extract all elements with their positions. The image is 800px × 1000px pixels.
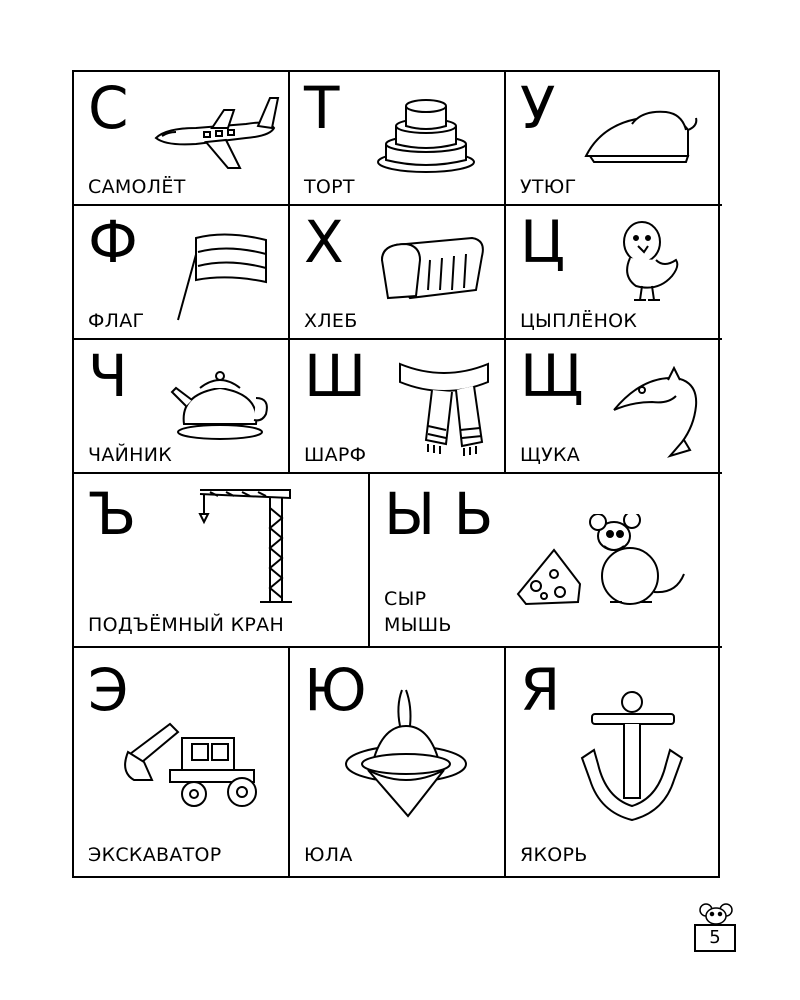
card-word: ТОРТ bbox=[304, 176, 355, 198]
flag-icon bbox=[172, 226, 272, 322]
cake-icon bbox=[374, 94, 478, 174]
card-word: СЫР bbox=[384, 588, 427, 610]
card-word: ФЛАГ bbox=[88, 310, 145, 332]
card-h bbox=[290, 206, 506, 340]
pike-icon bbox=[612, 366, 704, 462]
card-e bbox=[74, 648, 290, 876]
card-letter: Ч bbox=[88, 342, 128, 410]
card-word: ЭКСКАВАТОР bbox=[88, 844, 222, 866]
card-letter: Я bbox=[520, 656, 561, 724]
crane-icon bbox=[190, 484, 298, 608]
chick-icon bbox=[618, 216, 682, 304]
card-letter: Ъ bbox=[88, 480, 137, 548]
card-letter: Щ bbox=[520, 342, 584, 410]
card-letter: Э bbox=[88, 656, 129, 724]
card-word: УТЮГ bbox=[520, 176, 577, 198]
card-word: ХЛЕБ bbox=[304, 310, 358, 332]
card-letter: Т bbox=[304, 74, 340, 142]
card-word: ЯКОРЬ bbox=[520, 844, 588, 866]
card-word: ЦЫПЛЁНОК bbox=[520, 310, 638, 332]
card-shch bbox=[506, 340, 722, 474]
airplane-icon bbox=[146, 92, 282, 172]
card-u bbox=[506, 72, 722, 206]
card-word: ЮЛА bbox=[304, 844, 353, 866]
alphabet-grid bbox=[72, 70, 720, 878]
card-letter: Ф bbox=[88, 208, 138, 276]
card-s bbox=[74, 72, 290, 206]
card-letter: С bbox=[88, 74, 129, 142]
excavator-icon bbox=[118, 714, 268, 808]
card-letter: Х bbox=[304, 208, 344, 276]
card-letter: Ы Ь bbox=[384, 480, 494, 548]
page-number: 5 bbox=[694, 924, 736, 952]
card-letter: Ш bbox=[304, 342, 367, 410]
cheese-mouse-icon bbox=[514, 514, 694, 610]
card-ya bbox=[506, 648, 722, 876]
iron-icon bbox=[582, 100, 702, 166]
card-word: ПОДЪЁМНЫЙ КРАН bbox=[88, 614, 285, 636]
card-ts bbox=[506, 206, 722, 340]
spinning-top-icon bbox=[344, 686, 474, 822]
card-sh bbox=[290, 340, 506, 474]
card-hard-sign bbox=[74, 474, 370, 648]
bread-icon bbox=[376, 230, 488, 302]
card-yu bbox=[290, 648, 506, 876]
card-word: ЩУКА bbox=[520, 444, 581, 466]
teapot-icon bbox=[170, 364, 274, 440]
card-f bbox=[74, 206, 290, 340]
card-ch bbox=[74, 340, 290, 474]
anchor-icon bbox=[578, 688, 692, 824]
card-letter: У bbox=[520, 74, 556, 142]
card-word: ШАРФ bbox=[304, 444, 367, 466]
card-yery-soft-sign bbox=[370, 474, 722, 648]
scarf-icon bbox=[396, 360, 492, 458]
card-letter: Ю bbox=[304, 656, 367, 724]
card-letter: Ц bbox=[520, 208, 566, 276]
card-word-second: МЫШЬ bbox=[384, 614, 452, 636]
card-word: ЧАЙНИК bbox=[88, 444, 173, 466]
card-t bbox=[290, 72, 506, 206]
card-word: САМОЛЁТ bbox=[88, 176, 186, 198]
